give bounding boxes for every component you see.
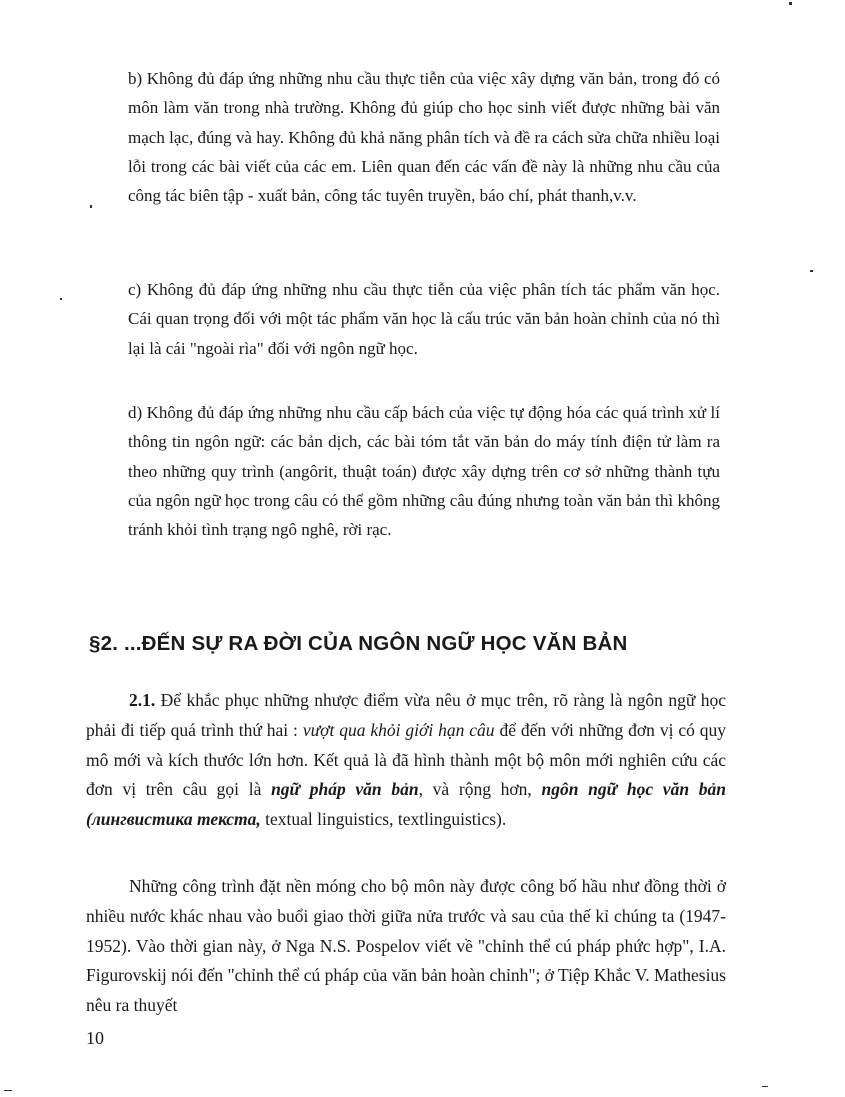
list-item-d — [128, 398, 720, 544]
list-item-c — [128, 275, 720, 363]
paragraph-number: 2.1. — [129, 690, 156, 710]
paragraph-2-1-part-2: để đến với những đơn vị có quy mô mới và kích thước lớn hơn. Kết quả là đã hình thành một bộ môn mới nghiên cứu các đơn vị trên câu gọi là — [86, 719, 726, 800]
section-heading: §2. ...ĐẾN SỰ RA ĐỜI CỦA NGÔN NGỮ HỌC VĂN BẢN — [89, 632, 628, 655]
paragraph-foundations-text: Những công trình đặt nền móng cho bộ môn này được công bố hầu như đồng thời ở nhiều nước khác nhau vào buổi giao thời giữa nửa trước và sau của thế kỉ chúng ta (1947-1952). Vào thời gian này, ở Nga N.S. Pospelov viết về "chỉnh thể cú pháp phức hợp", I.A. Figurovskij nói đến "chỉnh thể cú pháp của văn bản hoàn chỉnh"; ở Tiệp Khắc V. Mathesius nêu ra thuyết — [86, 876, 726, 1016]
term-text-grammar: ngữ pháp văn bản — [271, 779, 419, 800]
list-item-d-text: d) Không đủ đáp ứng những nhu cầu cấp bách của việc tự động hóa các quá trình xử lí thông tin ngôn ngữ: các bản dịch, các bài tóm tắt văn bản do máy tính điện tử làm ra theo những quy trình (angôrit, thuật toán) được xây dựng trên cơ sở những thành tựu của ngôn ngữ học trong câu có thể gồm những câu đúng nhưng toàn văn bản thì không tránh khỏi tình trạng ngô nghê, rời rạc. — [128, 403, 720, 540]
paragraph-foundations — [86, 872, 726, 1021]
paragraph-2-1 — [86, 686, 726, 835]
paragraph-2-1-part-4: textual linguistics, textlinguistics). — [260, 809, 507, 830]
term-text-linguistics: ngôn ngữ học văn bản (лингвистика текста, — [86, 779, 726, 830]
list-item-b — [128, 64, 720, 210]
scan-speck — [90, 205, 92, 208]
list-item-c-text: c) Không đủ đáp ứng những nhu cầu thực tiễn của việc phân tích tác phẩm văn học. Cái quan trọng đối với một tác phẩm văn học là cấu trúc văn bản hoàn chỉnh của nó thì lại là cái "ngoài rìa" đối với ngôn ngữ học. — [128, 280, 720, 358]
paragraph-2-1-text — [86, 686, 726, 835]
scan-speck — [810, 270, 813, 272]
scan-speck — [4, 1090, 12, 1091]
page-number: 10 — [86, 1028, 104, 1048]
paragraph-2-1-part-3: , và rộng hơn, — [418, 779, 542, 800]
italic-phrase: vượt qua khỏi giới hạn câu — [302, 719, 495, 740]
scan-speck — [789, 2, 792, 5]
scan-speck — [60, 298, 62, 300]
paragraph-2-1-part-1: Để khắc phục những nhược điểm vừa nêu ở mục trên, rõ ràng là ngôn ngữ học phải đi tiếp quá trình thứ hai : — [86, 690, 726, 740]
list-item-b-text: b) Không đủ đáp ứng những nhu cầu thực tiễn của việc xây dựng văn bản, trong đó có môn làm văn trong nhà trường. Không đủ giúp cho học sinh viết được những bài văn mạch lạc, đúng và hay. Không đủ khả năng phân tích và đề ra cách sửa chữa nhiều loại lỗi trong các bài viết của các em. Liên quan đến các vấn đề này là những nhu cầu của công tác biên tập - xuất bản, công tác tuyên truyền, báo chí, phát thanh,v.v. — [128, 69, 720, 206]
scan-speck — [762, 1086, 768, 1087]
